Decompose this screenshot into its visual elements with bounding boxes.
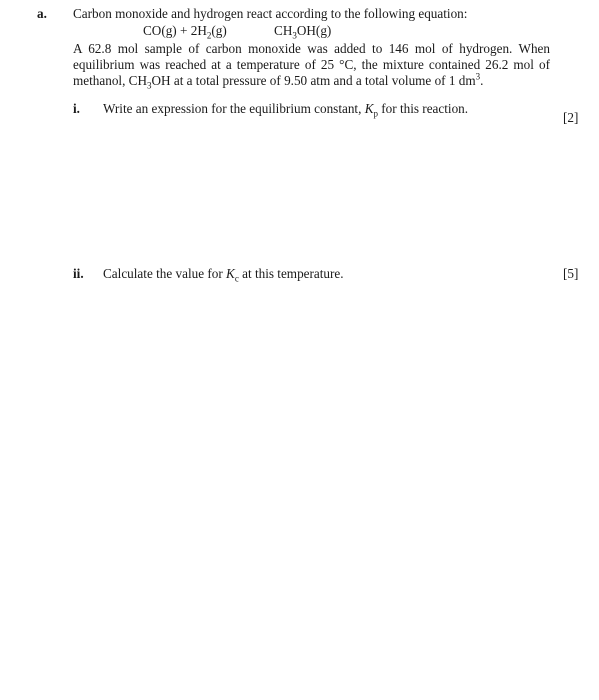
equation-ch3-subscript: 3 [292,30,297,41]
subquestion-i-text-after: for this reaction. [377,101,469,116]
equation-product-ch: CH [274,23,293,38]
paragraph-text-1: A 62.8 mol sample of carbon monoxide was added to 146 mol of hydrogen. When equilibrium was reached at a temperature of 25 °C, the mixture contained 26.2 mol of methanol, CH [73,41,550,88]
equation-product [274,23,332,41]
equation-reactant-state: (g) [211,23,227,38]
kc-subscript: c [234,273,239,284]
subquestion-ii-text [103,266,344,282]
subquestion-i-text [103,101,468,117]
intro-text: Carbon monoxide and hydrogen react according to the following equation: [73,6,468,21]
kp-subscript: p [373,108,378,119]
equation-h2-subscript: 2 [206,30,212,41]
subquestion-ii-text-before: Calculate the value for [103,266,227,281]
subquestion-i-marks: [2] [563,110,579,125]
paragraph-dm3-superscript: 3 [475,71,481,82]
equation-reactant-co: CO(g) + 2H [143,23,207,38]
equation-product-oh: OH(g) [296,23,332,38]
kp-symbol: K [364,101,374,116]
paragraph-ch3-subscript: 3 [147,80,152,91]
chemical-equation [143,23,331,39]
paragraph-text-3: . [480,73,484,88]
question-paragraph [73,41,550,89]
subquestion-i-text-before: Write an expression for the equilibrium constant, [103,101,365,116]
subquestion-ii-text-after: at this temperature. [238,266,344,281]
paragraph-text-2: OH at a total pressure of 9.50 atm and a total volume of 1 dm [151,73,476,88]
kc-symbol: K [226,266,235,281]
subquestion-ii-marks: [5] [563,266,579,281]
question-part-label: a. [37,6,47,21]
subquestion-i-number: i. [73,101,80,116]
subquestion-ii-number: ii. [73,266,84,281]
